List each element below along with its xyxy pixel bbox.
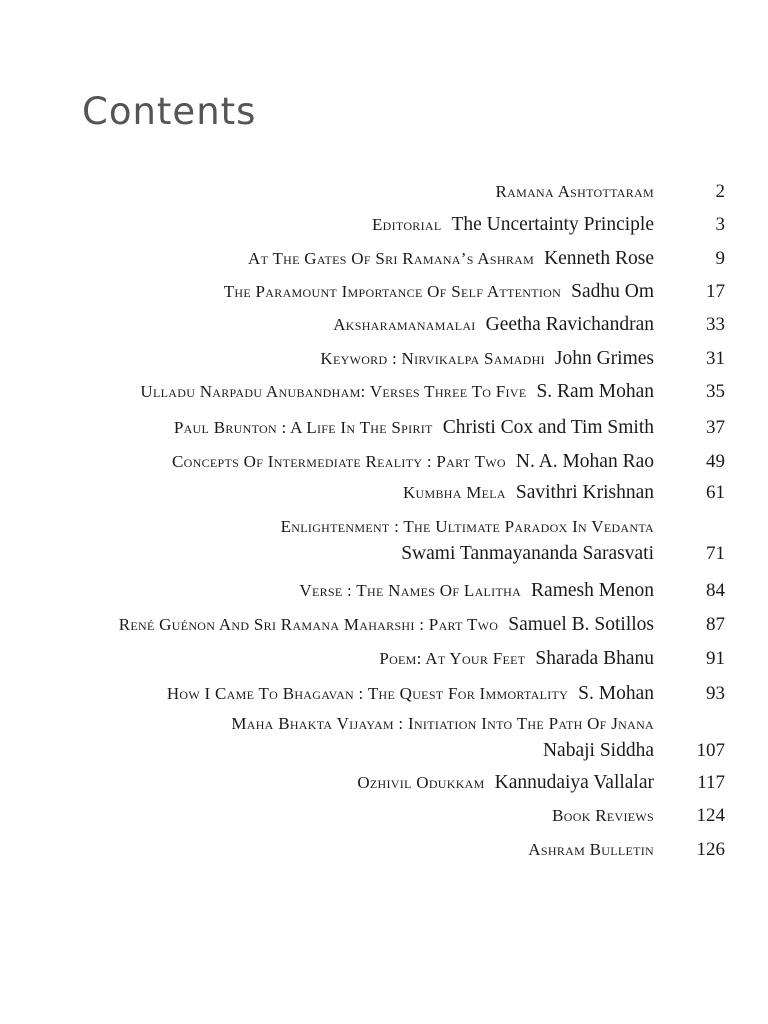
toc-entry[interactable] <box>0 682 768 706</box>
article-title: Concepts Of Intermediate Reality : Part Two <box>172 452 506 471</box>
toc-entry[interactable] <box>0 579 768 603</box>
toc-entry[interactable] <box>0 313 768 337</box>
article-author: N. A. Mohan Rao <box>515 451 654 472</box>
page-number: 87 <box>706 614 725 635</box>
article-author: S. Mohan <box>578 683 654 704</box>
page-number: 31 <box>706 348 725 369</box>
article-title: Ramana Ashtottaram <box>495 182 654 201</box>
article-author: Nabaji Siddha <box>542 740 654 761</box>
toc-entry[interactable] <box>0 180 768 204</box>
article-title: Kumbha Mela <box>402 483 506 502</box>
article-title: Aksharamanamalai <box>333 315 476 334</box>
toc-entry[interactable] <box>0 712 768 736</box>
toc-entry[interactable] <box>0 613 768 637</box>
toc-entry[interactable] <box>0 280 768 304</box>
article-author: John Grimes <box>554 348 654 369</box>
article-author: Ramesh Menon <box>531 580 654 601</box>
page-number: 35 <box>706 381 725 402</box>
article-author: Sharada Bhanu <box>535 648 654 669</box>
page-number: 3 <box>715 214 725 235</box>
article-title: How I Came To Bhagavan : The Quest For Immortality <box>166 684 569 703</box>
page-number: 49 <box>706 451 725 472</box>
article-author: Samuel B. Sotillos <box>508 614 654 635</box>
page-number: 33 <box>706 314 725 335</box>
toc-entry[interactable] <box>0 771 768 795</box>
toc-entry[interactable] <box>0 647 768 671</box>
toc-entry[interactable] <box>0 804 768 828</box>
toc-entry[interactable] <box>0 347 768 371</box>
article-title: Ashram Bulletin <box>528 840 654 859</box>
toc-entry[interactable] <box>0 838 768 862</box>
page-number: 124 <box>696 805 725 826</box>
page-number: 107 <box>696 740 725 761</box>
article-author: Savithri Krishnan <box>515 482 654 503</box>
toc-entry-continuation[interactable] <box>0 542 768 566</box>
toc-entry[interactable] <box>0 213 768 237</box>
article-title: The Paramount Importance Of Self Attention <box>223 282 562 301</box>
article-title: Ozhivil Odukkam <box>357 773 485 792</box>
article-title: Keyword : Nirvikalpa Samadhi <box>320 349 545 368</box>
page-number: 17 <box>706 281 725 302</box>
article-title: Verse : The Names Of Lalitha <box>299 581 522 600</box>
toc-entry[interactable] <box>0 247 768 271</box>
article-title: Maha Bhakta Vijayam : Initiation Into The Path Of Jnana <box>231 714 654 733</box>
toc-entry[interactable] <box>0 481 768 505</box>
page-title: Contents <box>82 90 257 133</box>
page-number: 93 <box>706 683 725 704</box>
article-author: Sadhu Om <box>571 281 654 302</box>
article-title: Book Reviews <box>552 806 654 825</box>
article-author: Kenneth Rose <box>544 248 654 269</box>
article-author: Geetha Ravichandran <box>485 314 654 335</box>
article-author: Swami Tanmayananda Sarasvati <box>401 543 654 564</box>
article-author: S. Ram Mohan <box>536 381 654 402</box>
page-number: 61 <box>706 482 725 503</box>
article-title: René Guénon And Sri Ramana Maharshi : Part Two <box>118 615 499 634</box>
toc-entry[interactable] <box>0 450 768 474</box>
article-title: Paul Brunton : A Life In The Spirit <box>173 418 433 437</box>
article-title: Editorial <box>371 215 442 234</box>
article-title: Ulladu Narpadu Anubandham: Verses Three To Five <box>140 382 527 401</box>
article-author: The Uncertainty Principle <box>451 214 654 235</box>
page-number: 84 <box>706 580 725 601</box>
page-number: 2 <box>715 181 725 202</box>
page-number: 126 <box>696 839 725 860</box>
article-author: Kannudaiya Vallalar <box>494 772 654 793</box>
article-title: At The Gates Of Sri Ramana’s Ashram <box>248 249 535 268</box>
toc-entry[interactable] <box>0 515 768 539</box>
page-number: 117 <box>697 772 725 793</box>
article-title: Enlightenment : The Ultimate Paradox In Vedanta <box>280 517 654 536</box>
toc-entry-continuation[interactable] <box>0 739 768 763</box>
page-number: 91 <box>706 648 725 669</box>
page-number: 71 <box>706 543 725 564</box>
toc-entry[interactable] <box>0 380 768 404</box>
page-number: 9 <box>715 248 725 269</box>
toc-entry[interactable] <box>0 416 768 440</box>
page-number: 37 <box>706 417 725 438</box>
article-author: Christi Cox and Tim Smith <box>442 417 654 438</box>
article-title: Poem: At Your Feet <box>379 649 526 668</box>
